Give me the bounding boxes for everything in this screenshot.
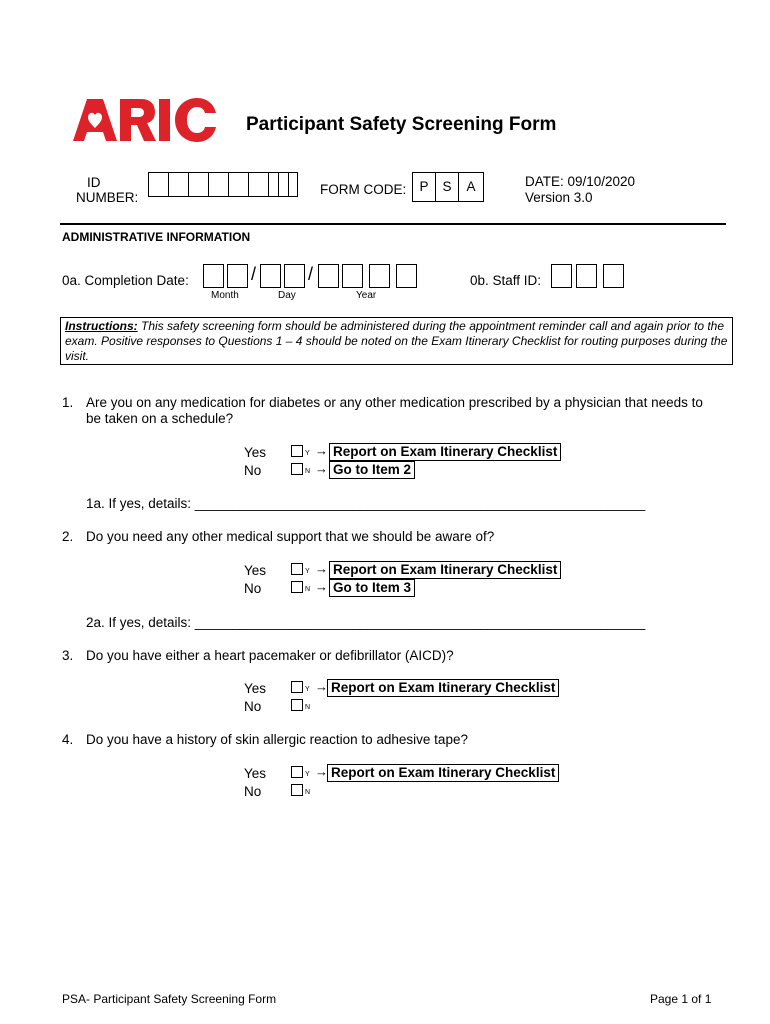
- question-2-yes-label: Yes: [244, 563, 267, 578]
- question-2-details[interactable]: 2a. If yes, details: ____________________________________________________________: [86, 615, 646, 630]
- question-4-yes-label: Yes: [244, 766, 267, 781]
- id-label-line2: NUMBER:: [76, 190, 139, 205]
- question-3-y-code: Y: [305, 686, 310, 693]
- question-2-y-code: Y: [305, 568, 310, 575]
- id-box-5[interactable]: [228, 172, 249, 197]
- question-2-no-checkbox[interactable]: [291, 581, 303, 593]
- question-2-n-code: N: [305, 586, 311, 593]
- header-divider: [60, 223, 726, 225]
- date-separator-2: /: [308, 264, 314, 284]
- question-1-text-line2: be taken on a schedule?: [86, 411, 234, 426]
- question-1-text-line1: Are you on any medication for diabetes or any other medication prescribed by a physician that needs to: [86, 395, 703, 410]
- question-3-yes-action: Report on Exam Itinerary Checklist: [327, 679, 559, 697]
- day-box-1[interactable]: [260, 264, 281, 288]
- form-version: Version 3.0: [525, 190, 593, 205]
- staff-id-box-2[interactable]: [576, 264, 597, 288]
- date-separator-1: /: [251, 264, 257, 284]
- question-4-no-label: No: [244, 784, 262, 799]
- question-3-yes-checkbox[interactable]: [291, 681, 303, 693]
- question-1-no-label: No: [244, 463, 262, 478]
- question-2-no-arrow-icon: →: [315, 579, 328, 594]
- question-1-yes-arrow-icon: →: [315, 443, 328, 458]
- question-4-yes-action: Report on Exam Itinerary Checklist: [327, 764, 559, 782]
- id-box-3[interactable]: [188, 172, 209, 197]
- question-3-yes-arrow-icon: →: [315, 679, 328, 694]
- form-code-box-2: [435, 172, 459, 202]
- question-3-yes-label: Yes: [244, 681, 267, 696]
- question-4-y-code: Y: [305, 771, 310, 778]
- form-code-box-1: [412, 172, 436, 202]
- id-box-2[interactable]: [168, 172, 189, 197]
- form-date: DATE: 09/10/2020: [525, 174, 636, 189]
- day-caption: Day: [278, 290, 296, 301]
- question-4-n-code: N: [305, 789, 311, 796]
- footer-form-name: PSA- Participant Safety Screening Form: [62, 992, 277, 1006]
- instructions-box: [60, 317, 733, 365]
- question-2-no-action: Go to Item 3: [329, 579, 415, 597]
- question-1-no-action: Go to Item 2: [329, 461, 415, 479]
- form-code-label: FORM CODE:: [320, 182, 407, 197]
- question-2-no-label: No: [244, 581, 262, 596]
- question-2-number: 2.: [62, 529, 74, 544]
- form-code-a: A: [466, 179, 476, 194]
- staff-id-label: 0b. Staff ID:: [470, 273, 542, 288]
- question-2-text: Do you need any other medical support that we should be aware of?: [86, 529, 495, 544]
- year-box-2[interactable]: [342, 264, 363, 288]
- instructions-text: This safety screening form should be administered during the appointment reminder call and again prior to the exam. Positive responses to Questions 1 – 4 should be noted on the Exam Itinerary Checklist for routing purposes during the visit.: [65, 319, 728, 363]
- form-title: Participant Safety Screening Form: [246, 114, 557, 135]
- question-3-no-checkbox[interactable]: [291, 699, 303, 711]
- form-code-s: S: [442, 179, 452, 194]
- question-4-text: Do you have a history of skin allergic reaction to adhesive tape?: [86, 732, 468, 747]
- year-box-4[interactable]: [396, 264, 417, 288]
- instructions-label: Instructions:: [65, 319, 138, 333]
- id-box-4[interactable]: [208, 172, 229, 197]
- question-3-no-label: No: [244, 699, 262, 714]
- section-heading: ADMINISTRATIVE INFORMATION: [62, 230, 251, 244]
- footer-page-number: Page 1 of 1: [650, 992, 712, 1006]
- aric-logo-graphic: [73, 98, 217, 142]
- year-box-3[interactable]: [369, 264, 390, 288]
- form-code-p: P: [419, 179, 429, 194]
- id-box-1[interactable]: [148, 172, 169, 197]
- question-2-yes-arrow-icon: →: [315, 561, 328, 576]
- question-4-yes-checkbox[interactable]: [291, 766, 303, 778]
- question-1-yes-action: Report on Exam Itinerary Checklist: [329, 443, 561, 461]
- question-1-number: 1.: [62, 395, 74, 410]
- year-caption: Year: [356, 290, 377, 301]
- year-box-1[interactable]: [318, 264, 339, 288]
- staff-id-box-3[interactable]: [603, 264, 624, 288]
- aric-logo: [73, 98, 217, 142]
- question-4-number: 4.: [62, 732, 74, 747]
- month-box-1[interactable]: [203, 264, 224, 288]
- question-1-yes-checkbox[interactable]: [291, 445, 303, 457]
- id-box-8[interactable]: [278, 172, 298, 197]
- question-2-yes-action: Report on Exam Itinerary Checklist: [329, 561, 561, 579]
- month-caption: Month: [211, 290, 239, 301]
- question-4-no-checkbox[interactable]: [291, 784, 303, 796]
- question-1-details[interactable]: 1a. If yes, details: ____________________________________________________________: [86, 496, 646, 511]
- completion-date-label: 0a. Completion Date:: [62, 273, 189, 288]
- id-label-line1: ID: [87, 175, 101, 190]
- month-box-2[interactable]: [227, 264, 248, 288]
- question-1-yes-label: Yes: [244, 445, 267, 460]
- question-2-yes-checkbox[interactable]: [291, 563, 303, 575]
- question-1-n-code: N: [305, 468, 311, 475]
- staff-id-box-1[interactable]: [551, 264, 572, 288]
- question-3-text: Do you have either a heart pacemaker or defibrillator (AICD)?: [86, 648, 454, 663]
- question-1-no-checkbox[interactable]: [291, 463, 303, 475]
- question-1-no-arrow-icon: →: [315, 461, 328, 476]
- question-3-number: 3.: [62, 648, 74, 663]
- question-1-y-code: Y: [305, 450, 310, 457]
- day-box-2[interactable]: [284, 264, 305, 288]
- question-4-yes-arrow-icon: →: [315, 764, 328, 779]
- question-3-n-code: N: [305, 704, 311, 711]
- form-code-box-3: [458, 172, 484, 202]
- id-box-6[interactable]: [248, 172, 269, 197]
